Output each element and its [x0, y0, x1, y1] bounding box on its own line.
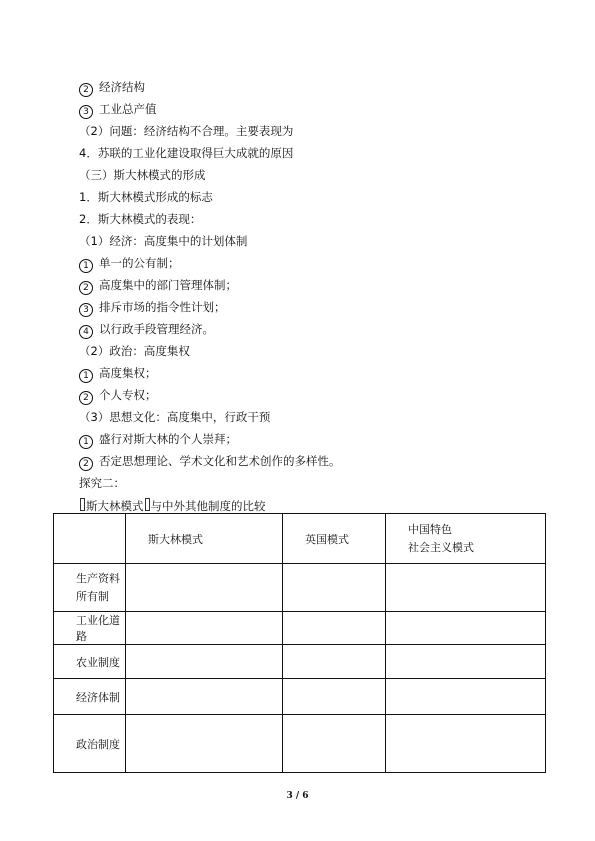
- line-text: 2．斯大林模式的表现：: [79, 212, 202, 226]
- table-caption: [79, 498, 266, 513]
- line-11: [79, 322, 214, 339]
- table-cell: [126, 564, 283, 612]
- table-cell: [386, 679, 546, 715]
- table-row: [54, 679, 546, 715]
- line-5: [79, 190, 213, 204]
- circled-number: 2: [79, 391, 93, 405]
- line-text: （2）问题：经济结构不合理。主要表现为: [79, 124, 294, 138]
- line-text: 探究二：: [79, 476, 125, 490]
- line-text: 单一的公有制；: [99, 256, 180, 270]
- table-cell: [386, 645, 546, 679]
- circled-number: 2: [79, 83, 93, 97]
- line-text: （三）斯大林模式的形成: [79, 168, 206, 182]
- caption-part2: 与中外其他制度的比较: [150, 499, 266, 513]
- table-cell: [283, 612, 386, 645]
- table-row: [54, 612, 546, 645]
- header-cell-uk-model: 英国模式: [283, 514, 386, 564]
- line-text: （3）思想文化：高度集中，行政干预: [79, 410, 271, 424]
- line-18: [79, 476, 125, 490]
- header-line: 社会主义模式: [408, 540, 474, 554]
- circled-number: 1: [79, 369, 93, 383]
- line-text: 4．苏联的工业化建设取得巨大成就的原因: [79, 146, 294, 160]
- line-text: 以行政手段管理经济。: [99, 322, 214, 336]
- placeholder-box-icon: [80, 498, 85, 511]
- circled-number: 1: [79, 435, 93, 449]
- line-0: [79, 80, 145, 97]
- line-text: 经济结构: [99, 80, 145, 94]
- line-10: [79, 300, 226, 317]
- circled-number: 2: [79, 281, 93, 295]
- row-label-line: 生产资料: [76, 571, 120, 585]
- line-text: 高度集权；: [99, 366, 157, 380]
- line-7: [79, 234, 247, 248]
- placeholder-box-icon: [145, 498, 150, 511]
- line-2: [79, 124, 293, 138]
- row-label: 政治制度: [54, 715, 126, 773]
- table-cell: [126, 612, 283, 645]
- line-6: [79, 212, 201, 226]
- header-line: 中国特色: [408, 522, 452, 536]
- circled-number: 4: [79, 325, 93, 339]
- table-row: [54, 564, 546, 612]
- line-14: [79, 388, 157, 405]
- line-16: [79, 432, 237, 449]
- line-12: [79, 344, 190, 358]
- line-13: [79, 366, 157, 383]
- line-15: [79, 410, 270, 424]
- line-8: [79, 256, 180, 273]
- line-text: 1．斯大林模式形成的标志: [79, 190, 213, 204]
- line-17: [79, 454, 341, 471]
- line-text: （1）经济：高度集中的计划体制: [79, 234, 248, 248]
- header-cell-china-model: [386, 514, 546, 564]
- row-label: 经济体制: [54, 679, 126, 715]
- table-cell: [283, 645, 386, 679]
- line-1: [79, 102, 157, 119]
- line-9: [79, 278, 237, 295]
- table-cell: [386, 612, 546, 645]
- table-row: [54, 715, 546, 773]
- table-cell: [386, 564, 546, 612]
- line-text: 排斥市场的指令性计划；: [99, 300, 226, 314]
- line-4: [79, 168, 206, 182]
- circled-number: 1: [79, 259, 93, 273]
- table-cell: [126, 645, 283, 679]
- table-cell: [386, 715, 546, 773]
- row-label-line: 所有制: [76, 589, 109, 603]
- header-cell-empty: [54, 514, 126, 564]
- line-text: 高度集中的部门管理体制；: [99, 278, 237, 292]
- line-text: 否定思想理论、学术文化和艺术创作的多样性。: [99, 454, 341, 468]
- line-text: 工业总产值: [99, 102, 157, 116]
- line-3: [79, 146, 293, 160]
- circled-number: 2: [79, 457, 93, 471]
- line-text: 个人专权；: [99, 388, 157, 402]
- table-cell: [283, 679, 386, 715]
- line-text: （2）政治：高度集权: [79, 344, 190, 358]
- page-number: 3 / 6: [286, 791, 309, 801]
- line-text: 盛行对斯大林的个人崇拜；: [99, 432, 237, 446]
- table-cell: [126, 715, 283, 773]
- row-label: 农业制度: [54, 645, 126, 679]
- circled-number: 3: [79, 105, 93, 119]
- table-header-row: [54, 514, 546, 564]
- circled-number: 3: [79, 303, 93, 317]
- header-cell-stalin-model: 斯大林模式: [126, 514, 283, 564]
- row-label: [54, 564, 126, 612]
- table-row: [54, 645, 546, 679]
- table-cell: [283, 564, 386, 612]
- caption-part1: 斯大林模式: [86, 499, 144, 513]
- row-label: 工业化道路: [54, 612, 126, 645]
- table-cell: [126, 679, 283, 715]
- table-cell: [283, 715, 386, 773]
- comparison-table: [53, 513, 546, 773]
